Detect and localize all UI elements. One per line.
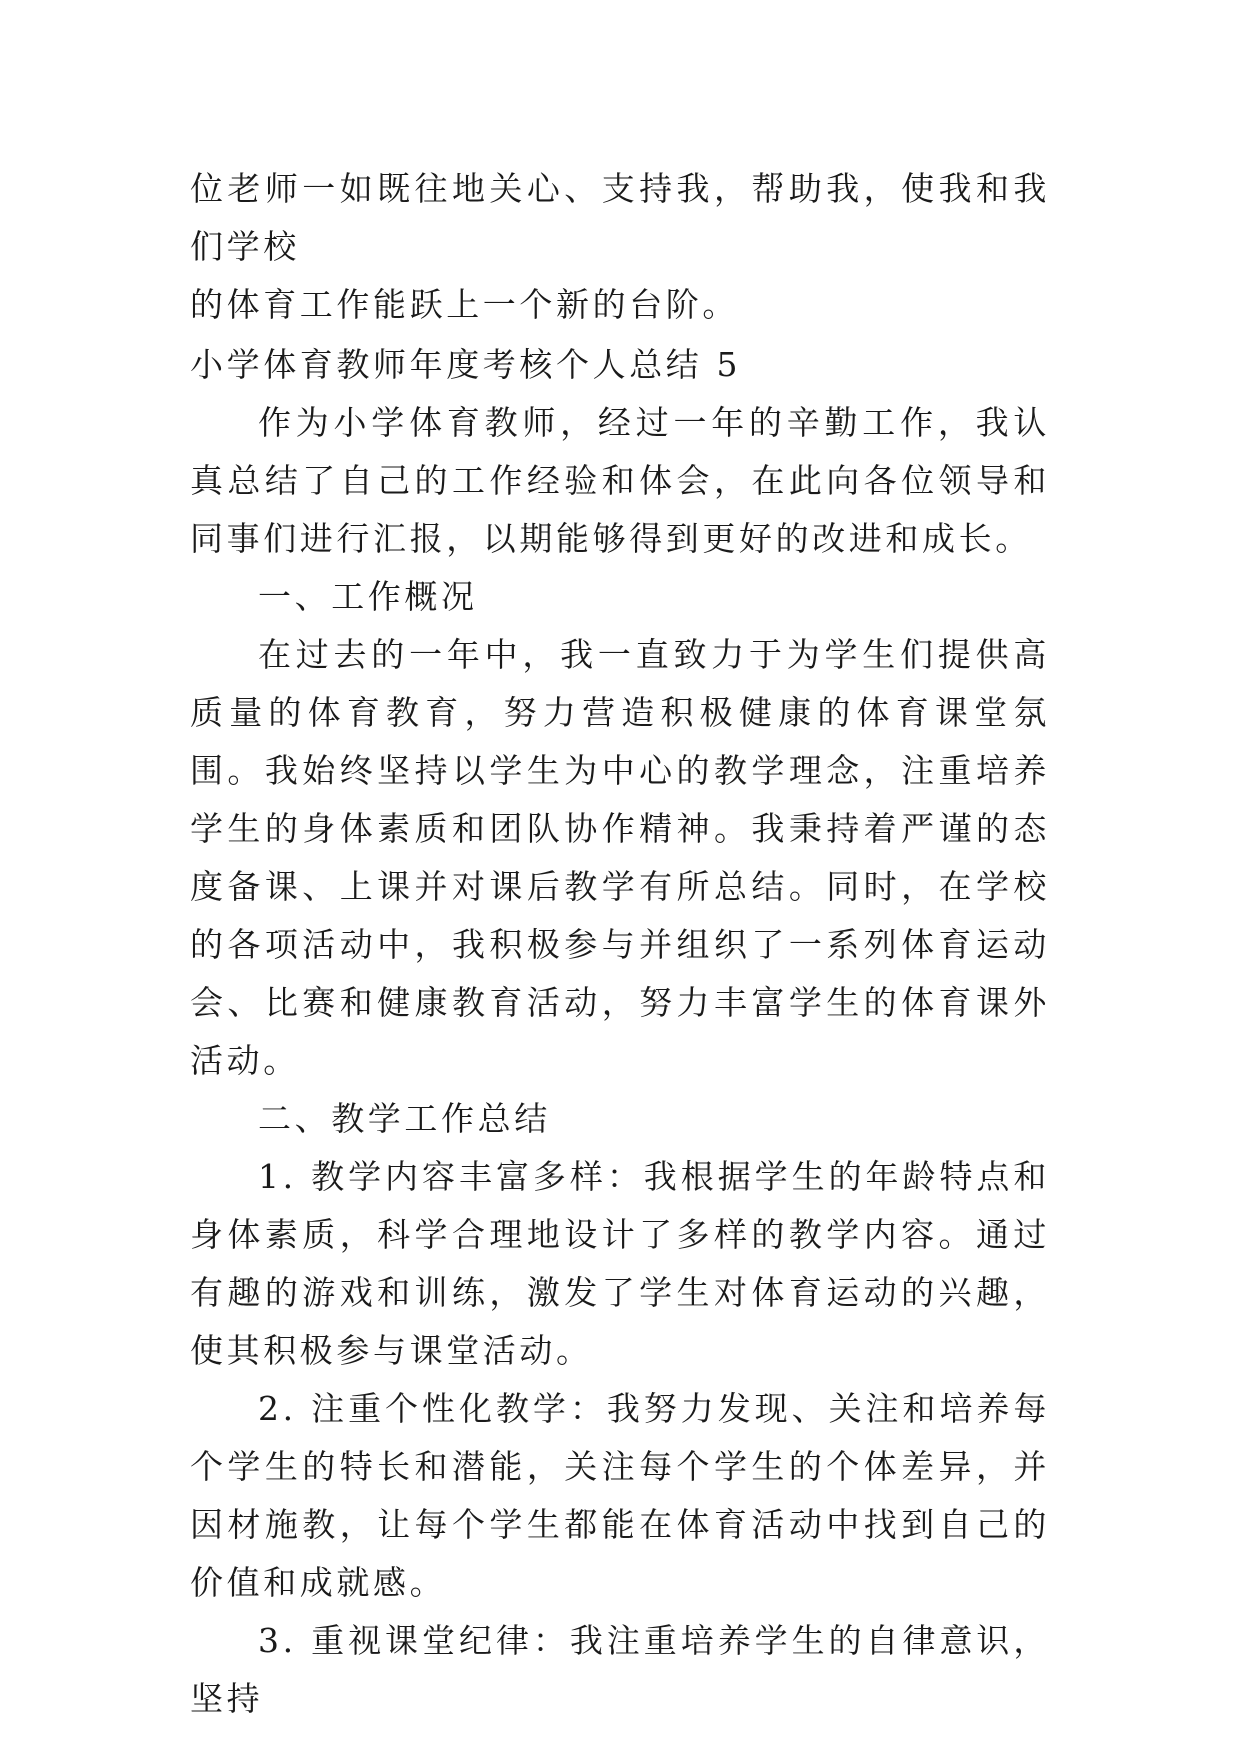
paragraph-item-3: 3. 重视课堂纪律：我注重培养学生的自律意识，坚持 [190,1621,1050,1718]
paragraph-intro: 作为小学体育教师，经过一年的辛勤工作，我认真总结了自己的工作经验和体会，在此向各位领导和同事们进行汇报，以期能够得到更好的改进和成长。 [190,403,1050,558]
heading-teaching-summary: 二、教学工作总结 [258,1099,551,1138]
main-body [190,394,1050,1728]
paragraph-item-1: 1. 教学内容丰富多样：我根据学生的年龄特点和身体素质，科学合理地设计了多样的教学内容。通过有趣的游戏和训练，激发了学生对体育运动的兴趣，使其积极参与课堂活动。 [190,1157,1050,1370]
intro-line-2: 的体育工作能跃上一个新的台阶。 [190,285,739,324]
paragraph-item-2: 2. 注重个性化教学：我努力发现、关注和培养每个学生的特长和潜能，关注每个学生的个体差异，并因材施教，让每个学生都能在体育活动中找到自己的价值和成就感。 [190,1389,1050,1602]
intro-continuation [190,160,1050,334]
paragraph-work-overview: 在过去的一年中，我一直致力于为学生们提供高质量的体育教育，努力营造积极健康的体育课堂氛围。我始终坚持以学生为中心的教学理念，注重培养学生的身体素质和团队协作精神。我秉持着严谨的态度备课、上课并对课后教学有所总结。同时，在学校的各项活动中，我积极参与并组织了一系列体育运动会、比赛和健康教育活动，努力丰富学生的体育课外活动。 [190,635,1050,1080]
intro-line-1: 位老师一如既往地关心、支持我，帮助我，使我和我们学校 [190,169,1050,266]
heading-work-overview: 一、工作概况 [258,577,478,616]
section-title: 小学体育教师年度考核个人总结 5 [190,345,742,384]
